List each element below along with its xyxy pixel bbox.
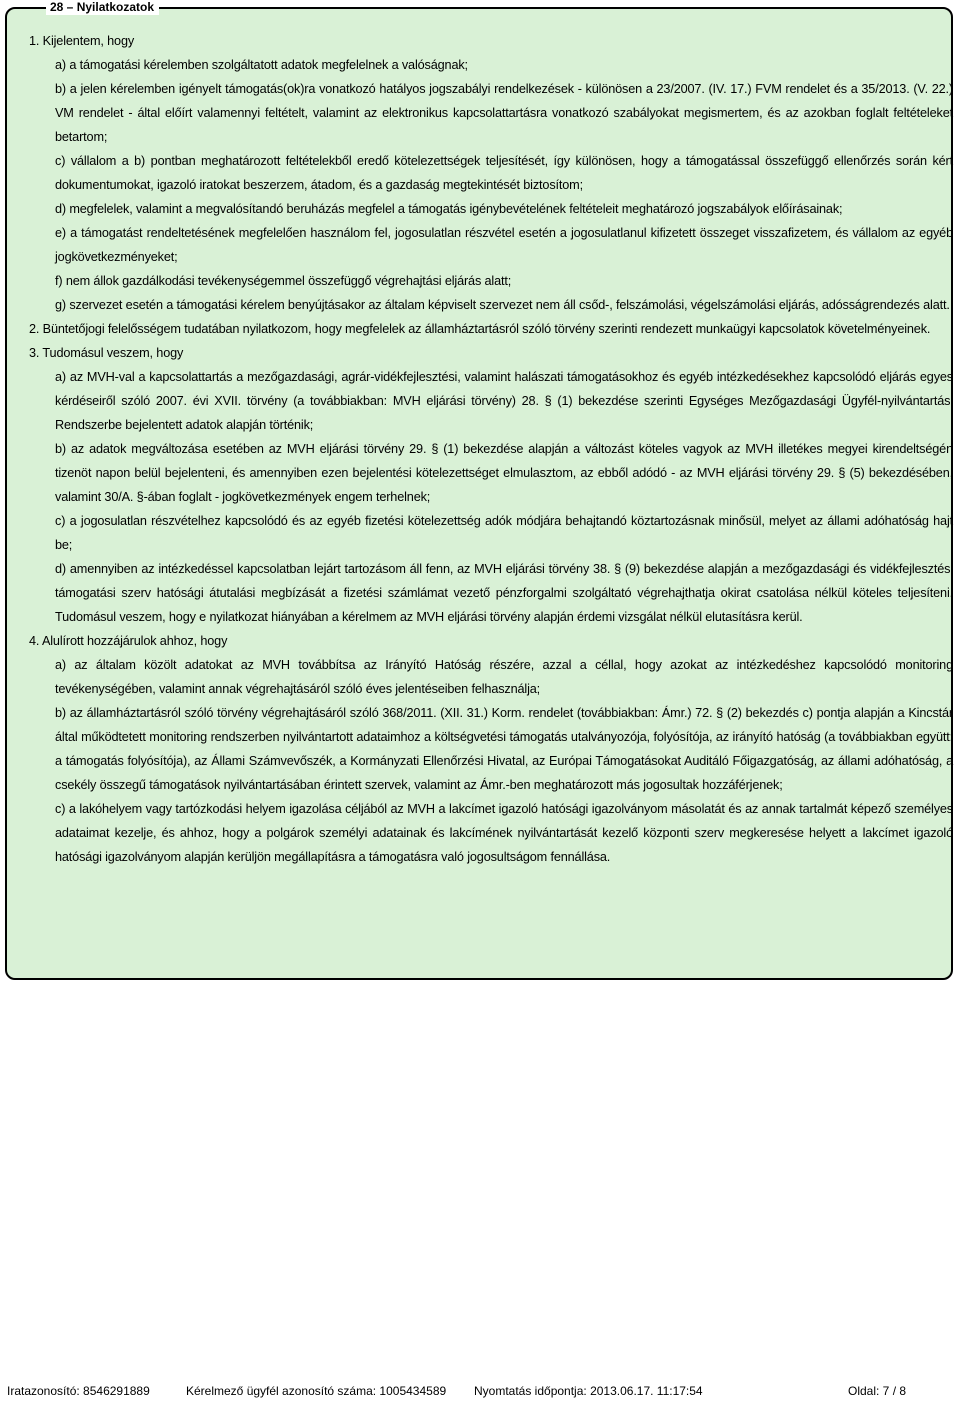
numbered-paragraph: 2. Büntetőjogi felelősségem tudatában nyilatkozom, hogy megfelelek az államháztartásról szóló törvény szerinti rendezett munkaügyi kapcsolatok követelményeinek.	[29, 322, 931, 336]
sub-paragraph: d) megfelelek, valamint a megvalósítandó beruházás megfelel a támogatás igénybevételének feltételeit meghatározó jogszabályok előírásainak;	[55, 202, 843, 216]
sub-paragraph: e) a támogatást rendeltetésének megfelelően használom fel, jogosulatlan részvétel esetén a jogosulatlanul kifizetett összeget visszafizetem, és vállalom az egyéb jogkövetkezményeket;	[55, 226, 953, 264]
sub-paragraph: f) nem állok gazdálkodási tevékenységemmel összefüggő végrehajtási eljárás alatt;	[55, 274, 512, 288]
declarations-section	[5, 7, 953, 980]
sub-paragraph: b) az államháztartásról szóló törvény végrehajtásáról szóló 368/2011. (XII. 31.) Korm. rendelet (továbbiakban: Ámr.) 72. § (2) bekezdés c) pontja alapján a Kincstár által működtetett monitoring rendszerben nyilvántartott adataimhoz a költségvetési támogatás utalványozója, folyósítója, az irányító hatóság (a továbbiakban együtt: a támogatás folyósítója), az Állami Számvevőszék, a Kormányzati Ellenőrzési Hivatal, az Európai Támogatásokat Auditáló Főigazgatóság, az állami adóhatóság, a csekély összegű támogatások nyilvántartásában érintett szervek, valamint az Ámr.-ben meghatározott más jogosultak hozzáférjenek;	[55, 706, 953, 792]
client-id: Kérelmező ügyfél azonosító száma: 1005434589	[186, 1384, 447, 1398]
numbered-paragraph: 4. Alulírott hozzájárulok ahhoz, hogy	[29, 634, 228, 648]
declarations-content	[29, 29, 953, 869]
sub-paragraph: g) szervezet esetén a támogatási kérelem benyújtásakor az általam képviselt szervezet nem áll csőd-, felszámolási, végelszámolási eljárás, adósságrendezés alatt.	[55, 298, 950, 312]
document-id: Iratazonosító: 8546291889	[7, 1384, 150, 1398]
sub-paragraph: c) a lakóhelyem vagy tartózkodási helyem igazolása céljából az MVH a lakcímet igazoló hatósági igazolványom másolatát és az annak tartalmát képező személyes adataimat kezelje, és ahhoz, hogy a polgárok személyi adatainak és lakcímének nyilvántartását kezelő központi szerv megkeresése helyett a lakcímet igazoló hatósági igazolványom alapján kerüljön megállapításra a támogatásra való jogosultságom fennállása.	[55, 802, 953, 864]
page-number: Oldal: 7 / 8	[848, 1384, 907, 1398]
sub-paragraph: b) az adatok megváltozása esetében az MVH eljárási törvény 29. § (1) bekezdése alapján a változást köteles vagyok az MVH illetékes megyei kirendeltségén tizenöt napon belül bejelenteni, és amennyiben ezen bejelentési kötelezettséget elmulasztom, az ebből adódó - az MVH eljárási törvény 29. § (5) bekezdésében, valamint 30/A. §-ában foglalt - jogkövetkezmények engem terhelnek;	[55, 442, 953, 504]
print-timestamp: Nyomtatás időpontja: 2013.06.17. 11:17:54	[474, 1384, 703, 1398]
sub-paragraph: a) az általam közölt adatokat az MVH továbbítsa az Irányító Hatóság részére, azzal a céllal, hogy azokat az intézkedéshez kapcsolódó monitoring tevékenységében, valamint annak végrehajtásáról szóló éves jelentéseiben felhasználja;	[55, 658, 953, 696]
sub-paragraph: a) a támogatási kérelemben szolgáltatott adatok megfelelnek a valóságnak;	[55, 58, 468, 72]
sub-paragraph: b) a jelen kérelemben igényelt támogatás(ok)ra vonatkozó hatályos jogszabályi rendelkezések - különösen a 23/2007. (IV. 17.) FVM rendelet és a 35/2013. (V. 22.) VM rendelet - által előírt valamennyi feltételt, valamint az elektronikus kapcsolattartásra vonatkozó szabályokat megismertem, és az azokban foglalt feltételeket betartom;	[55, 82, 953, 144]
numbered-paragraph: 1. Kijelentem, hogy	[29, 34, 135, 48]
sub-paragraph: d) amennyiben az intézkedéssel kapcsolatban lejárt tartozásom áll fenn, az MVH eljárási törvény 38. § (9) bekezdése alapján a mezőgazdasági és vidékfejlesztési támogatási szerv hatósági átutalási megbízását a fizetési számlámat vezető pénzforgalmi szolgáltató végrehajthatja okirat csatolása nélkül köteles teljesíteni. Tudomásul veszem, hogy e nyilatkozat hiányában a kérelmem az MVH eljárási törvény alapján érdemi vizsgálat nélkül elutasításra kerül.	[55, 562, 953, 624]
sub-paragraph: a) az MVH-val a kapcsolattartás a mezőgazdasági, agrár-vidékfejlesztési, valamint halászati támogatásokhoz és egyéb intézkedésekhez kapcsolódó eljárás egyes kérdéseiről szóló 2007. évi XVII. törvény (a továbbiakban: MVH eljárási törvény) 28. § (1) bekezdése szerinti Egységes Mezőgazdasági Ügyfél-nyilvántartási Rendszerbe bejelentett adatok alapján történik;	[55, 370, 953, 432]
numbered-paragraph: 3. Tudomásul veszem, hogy	[29, 346, 184, 360]
sub-paragraph: c) a jogosulatlan részvételhez kapcsolódó és az egyéb fizetési kötelezettség adók módjára behajtandó köztartozásnak minősül, melyet az állami adóhatóság hajt be;	[55, 514, 953, 552]
section-title: 28 – Nyilatkozatok	[46, 0, 159, 15]
page-footer	[0, 1381, 960, 1401]
sub-paragraph: c) vállalom a b) pontban meghatározott feltételekből eredő kötelezettségek teljesítését, így különösen, hogy a támogatással összefüggő ellenőrzés során kért dokumentumokat, igazoló iratokat beszerzem, átadom, és a gazdaság megtekintését biztosítom;	[55, 154, 953, 192]
